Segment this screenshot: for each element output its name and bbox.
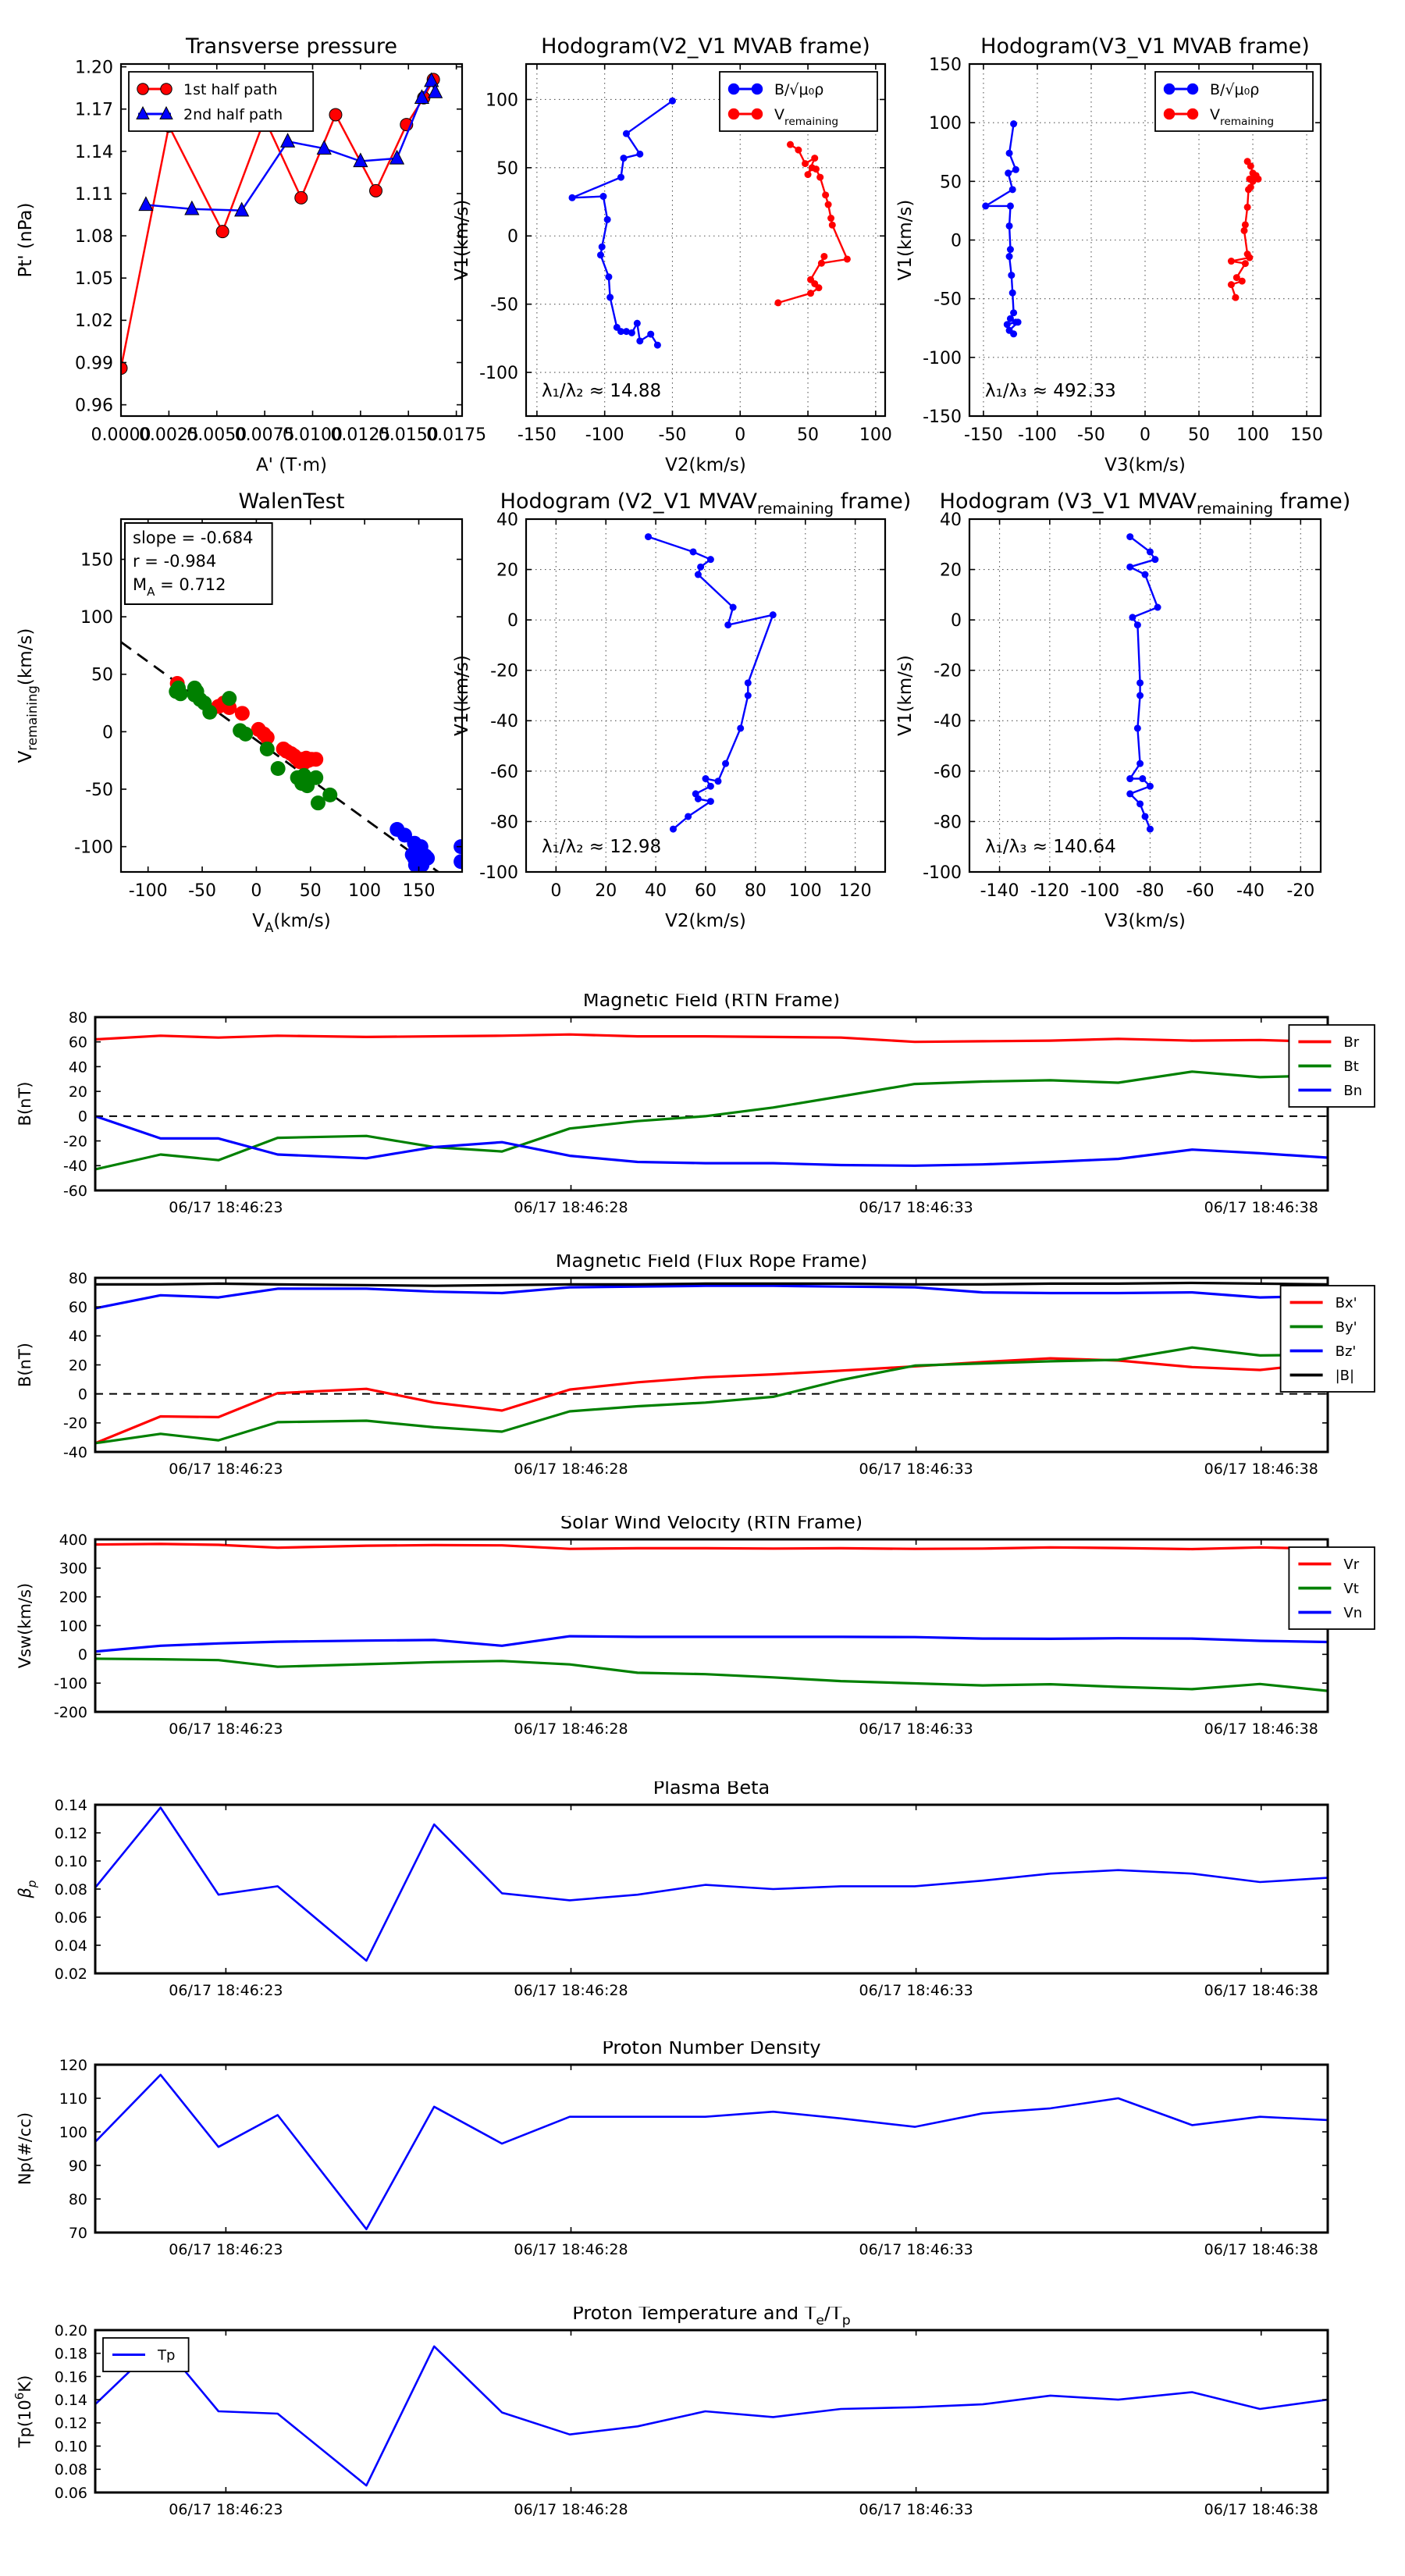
svg-text:50: 50 <box>91 665 113 685</box>
svg-text:06/17 18:46:23: 06/17 18:46:23 <box>169 1461 283 1478</box>
svg-text:0.0125: 0.0125 <box>330 425 391 445</box>
svg-text:r = -0.984: r = -0.984 <box>133 551 217 571</box>
svg-text:06/17 18:46:33: 06/17 18:46:33 <box>859 1199 973 1216</box>
svg-text:MA​ = 0.712: $M_A = 0.712$ <box>133 575 226 599</box>
svg-text:300: 300 <box>59 1560 87 1578</box>
svg-text:-140: -140 <box>980 881 1019 901</box>
svg-text:V1(km/s): V1(km/s) <box>452 199 472 281</box>
svg-text:0.10: 0.10 <box>54 1852 87 1870</box>
svg-text:Bn: Bn <box>1343 1082 1363 1099</box>
svg-text:50: 50 <box>1188 425 1211 445</box>
svg-text:20: 20 <box>496 560 518 581</box>
svg-text:A' (T·m): A' (T·m) <box>255 455 328 475</box>
svg-text:100: 100 <box>859 425 892 445</box>
svg-text:0.02: 0.02 <box>54 1965 87 1983</box>
svg-text:Hodogram(V3_V1 MVAB frame): Hodogram(V3_V1 MVAB frame) <box>980 34 1310 59</box>
svg-text:100: 100 <box>486 91 518 111</box>
svg-text:20: 20 <box>68 1083 87 1101</box>
svg-text:-100: -100 <box>479 863 518 883</box>
svg-text:Vsw(km/s): Vsw(km/s) <box>16 1582 34 1669</box>
svg-text:|B|: |B| <box>1335 1367 1355 1384</box>
svg-text:V1(km/s): V1(km/s) <box>452 655 472 736</box>
svg-text:0.12: 0.12 <box>54 2414 87 2432</box>
svg-text:90: 90 <box>68 2157 87 2175</box>
svg-text:-20: -20 <box>62 1133 87 1151</box>
svg-text:Magnetic Field (RTN Frame): Magnetic Field (RTN Frame) <box>582 994 841 1011</box>
svg-text:-100: -100 <box>53 1675 87 1693</box>
svg-text:0.04: 0.04 <box>54 1937 87 1955</box>
svg-text:100: 100 <box>1236 425 1270 445</box>
svg-text:1.17: 1.17 <box>75 100 113 120</box>
svg-text:-80: -80 <box>1136 881 1165 901</box>
svg-text:06/17 18:46:33: 06/17 18:46:33 <box>859 1461 973 1478</box>
svg-text:100: 100 <box>929 114 962 134</box>
svg-text:-100: -100 <box>923 863 962 883</box>
svg-text:06/17 18:46:23: 06/17 18:46:23 <box>169 2241 283 2258</box>
svg-text:0.18: 0.18 <box>54 2345 87 2363</box>
svg-text:110: 110 <box>59 2090 87 2108</box>
svg-text:Hodogram (V3_V1 MVAVremaining​: Hodogram (V3_V1 $MVAV_{remaining}$ frame) <box>939 489 1351 518</box>
svg-text:0: 0 <box>102 723 113 743</box>
svg-text:-40: -40 <box>62 1158 87 1176</box>
svg-text:06/17 18:46:38: 06/17 18:46:38 <box>1204 2241 1318 2258</box>
svg-text:1.08: 1.08 <box>75 227 113 247</box>
svg-text:80: 80 <box>68 1009 87 1026</box>
svg-text:20: 20 <box>68 1357 87 1375</box>
svg-text:0: 0 <box>951 231 962 251</box>
svg-text:50: 50 <box>797 425 820 445</box>
svg-text:0: 0 <box>251 881 262 901</box>
chart-svg-proton-density <box>13 2041 1402 2272</box>
svg-text:-80: -80 <box>934 813 962 833</box>
chart-svg-hodogram-v2v1-mvav <box>452 484 916 950</box>
chart-transverse-pressure <box>12 8 493 494</box>
chart-svg-walen-test <box>12 484 493 950</box>
svg-text:0.06: 0.06 <box>54 1909 87 1927</box>
svg-text:06/17 18:46:23: 06/17 18:46:23 <box>169 1982 283 1999</box>
svg-text:0.10: 0.10 <box>54 2438 87 2456</box>
svg-text:40: 40 <box>645 881 667 901</box>
svg-text:50: 50 <box>940 173 962 193</box>
svg-text:-120: -120 <box>1030 881 1069 901</box>
svg-text:1.02: 1.02 <box>75 311 113 332</box>
svg-text:100: 100 <box>59 1617 87 1635</box>
chart-svg-mag-fluxrope <box>13 1254 1402 1491</box>
svg-text:V3(km/s): V3(km/s) <box>1104 455 1186 475</box>
svg-text:Hodogram(V2_V1 MVAB frame): Hodogram(V2_V1 MVAB frame) <box>541 34 870 59</box>
svg-text:06/17 18:46:23: 06/17 18:46:23 <box>169 2501 283 2518</box>
svg-text:-100: -100 <box>923 348 962 368</box>
svg-text:80: 80 <box>68 1269 87 1287</box>
chart-svg-mag-rtn <box>13 994 1402 1229</box>
svg-text:1.05: 1.05 <box>75 269 113 290</box>
svg-text:-40: -40 <box>62 1443 87 1461</box>
svg-text:B/√μ₀ρ: B/√μ₀ρ <box>1210 80 1260 98</box>
svg-text:06/17 18:46:33: 06/17 18:46:33 <box>859 2241 973 2258</box>
svg-text:06/17 18:46:38: 06/17 18:46:38 <box>1204 2501 1318 2518</box>
svg-text:Br: Br <box>1343 1034 1360 1051</box>
svg-text:100: 100 <box>80 608 113 628</box>
svg-text:Tp: Tp <box>158 2347 176 2364</box>
svg-text:-150: -150 <box>923 407 962 427</box>
svg-text:0.0175: 0.0175 <box>426 425 487 445</box>
svg-text:06/17 18:46:38: 06/17 18:46:38 <box>1204 1982 1318 1999</box>
svg-text:Bx': Bx' <box>1335 1294 1357 1311</box>
svg-text:100: 100 <box>348 881 382 901</box>
svg-text:Tp(106​K): $Tp(10^6K)$ <box>13 2375 34 2448</box>
chart-plasma-beta <box>13 1781 1402 2012</box>
svg-text:06/17 18:46:33: 06/17 18:46:33 <box>859 1720 973 1738</box>
chart-svg-plasma-beta <box>13 1781 1402 2012</box>
svg-text:-50: -50 <box>1077 425 1105 445</box>
svg-text:1.20: 1.20 <box>75 58 113 78</box>
svg-text:-50: -50 <box>85 780 113 800</box>
svg-text:40: 40 <box>940 510 962 530</box>
svg-text:06/17 18:46:28: 06/17 18:46:28 <box>514 2241 628 2258</box>
svg-text:0: 0 <box>77 1386 87 1404</box>
svg-text:slope = -0.684: slope = -0.684 <box>133 528 254 547</box>
svg-text:Bt: Bt <box>1343 1058 1359 1075</box>
svg-text:-100: -100 <box>585 425 624 445</box>
chart-svg-hodogram-v3v1-mvab <box>895 8 1352 494</box>
svg-text:150: 150 <box>402 881 436 901</box>
chart-hodogram-v3v1-mvab <box>895 8 1352 494</box>
svg-text:-20: -20 <box>1286 881 1315 901</box>
svg-text:200: 200 <box>59 1589 87 1606</box>
svg-text:V1(km/s): V1(km/s) <box>895 655 916 736</box>
chart-svg-solar-wind <box>13 1516 1402 1751</box>
svg-text:-200: -200 <box>53 1703 87 1721</box>
svg-text:40: 40 <box>68 1059 87 1076</box>
svg-text:06/17 18:46:28: 06/17 18:46:28 <box>514 1720 628 1738</box>
svg-text:1st half path: 1st half path <box>183 80 278 98</box>
svg-text:1.14: 1.14 <box>75 142 113 162</box>
svg-text:Magnetic Field (Flux Rope Fram: Magnetic Field (Flux Rope Frame) <box>555 1254 868 1272</box>
svg-text:60: 60 <box>695 881 717 901</box>
svg-text:06/17 18:46:23: 06/17 18:46:23 <box>169 1199 283 1216</box>
chart-walen-test <box>12 484 493 950</box>
svg-text:-60: -60 <box>934 762 962 782</box>
svg-text:-40: -40 <box>1236 881 1264 901</box>
chart-proton-temperature <box>13 2307 1402 2532</box>
chart-solar-wind-velocity <box>13 1516 1402 1751</box>
chart-magnetic-field-fluxrope <box>13 1254 1402 1491</box>
chart-proton-number-density <box>13 2041 1402 2272</box>
svg-text:Solar Wind Velocity (RTN Frame: Solar Wind Velocity (RTN Frame) <box>560 1516 863 1533</box>
svg-text:-100: -100 <box>128 881 168 901</box>
svg-text:Pt' (nPa): Pt' (nPa) <box>16 202 36 278</box>
svg-text:40: 40 <box>496 510 518 530</box>
chart-hodogram-v2v1-mvab <box>452 8 916 494</box>
svg-text:0.14: 0.14 <box>54 1796 87 1814</box>
svg-text:0.96: 0.96 <box>75 396 113 416</box>
svg-text:Proton Temperature and Te​/Tp​: Proton Temperature and $T_e/T_p$ <box>572 2307 851 2329</box>
svg-text:2nd half path: 2nd half path <box>183 105 283 123</box>
svg-text:-40: -40 <box>490 712 518 732</box>
svg-text:V2(km/s): V2(km/s) <box>665 911 746 931</box>
svg-text:By': By' <box>1335 1318 1357 1336</box>
svg-text:βp​: $\beta_p$ <box>16 1880 39 1898</box>
chart-hodogram-v2v1-mvav <box>452 484 916 950</box>
svg-text:-40: -40 <box>934 712 962 732</box>
svg-text:0.0000: 0.0000 <box>91 425 151 445</box>
svg-text:0.08: 0.08 <box>54 2461 87 2479</box>
svg-text:-100: -100 <box>479 363 518 383</box>
svg-text:20: 20 <box>595 881 617 901</box>
svg-text:06/17 18:46:28: 06/17 18:46:28 <box>514 1461 628 1478</box>
svg-text:Vr: Vr <box>1343 1556 1360 1573</box>
svg-text:150: 150 <box>80 550 113 571</box>
svg-text:-150: -150 <box>517 425 557 445</box>
svg-text:0: 0 <box>507 611 518 632</box>
svg-text:1.11: 1.11 <box>75 184 113 205</box>
svg-text:0.06: 0.06 <box>54 2484 87 2502</box>
chart-svg-hodogram-v2v1-mvab <box>452 8 916 494</box>
svg-text:λ₁/λ₃ ≈ 140.64: λ₁/λ₃ ≈ 140.64 <box>985 837 1116 857</box>
svg-text:Transverse pressure: Transverse pressure <box>186 34 397 59</box>
svg-text:-50: -50 <box>188 881 217 901</box>
svg-text:06/17 18:46:33: 06/17 18:46:33 <box>859 1982 973 1999</box>
svg-text:-20: -20 <box>490 661 518 681</box>
svg-text:80: 80 <box>744 881 767 901</box>
svg-text:B/√μ₀ρ: B/√μ₀ρ <box>774 80 824 98</box>
svg-text:0: 0 <box>951 611 962 632</box>
svg-text:-100: -100 <box>1017 425 1057 445</box>
svg-text:-60: -60 <box>62 1182 87 1200</box>
svg-text:06/17 18:46:28: 06/17 18:46:28 <box>514 2501 628 2518</box>
svg-text:150: 150 <box>929 55 962 75</box>
svg-text:50: 50 <box>496 158 518 179</box>
svg-text:100: 100 <box>59 2123 87 2141</box>
svg-text:-50: -50 <box>934 290 962 310</box>
svg-text:120: 120 <box>838 881 872 901</box>
svg-text:-20: -20 <box>62 1414 87 1432</box>
svg-text:0.0100: 0.0100 <box>283 425 343 445</box>
svg-text:Vremaining​: $V_{remaining}$ <box>1210 105 1275 128</box>
svg-text:Hodogram (V2_V1 MVAVremaining​: Hodogram (V2_V1 $MVAV_{remaining}$ frame) <box>500 489 912 518</box>
svg-text:06/17 18:46:38: 06/17 18:46:38 <box>1204 1720 1318 1738</box>
svg-text:06/17 18:46:38: 06/17 18:46:38 <box>1204 1199 1318 1216</box>
chart-svg-proton-temp <box>13 2307 1402 2532</box>
svg-text:100: 100 <box>788 881 822 901</box>
svg-text:0: 0 <box>550 881 562 901</box>
svg-text:0: 0 <box>1140 425 1151 445</box>
svg-text:06/17 18:46:38: 06/17 18:46:38 <box>1204 1461 1318 1478</box>
svg-text:80: 80 <box>68 2190 87 2208</box>
svg-text:-150: -150 <box>963 425 1003 445</box>
svg-text:B(nT): B(nT) <box>16 1081 34 1126</box>
svg-text:0.0075: 0.0075 <box>234 425 295 445</box>
svg-text:V1(km/s): V1(km/s) <box>895 199 916 281</box>
svg-text:60: 60 <box>68 1299 87 1317</box>
svg-text:0.20: 0.20 <box>54 2322 87 2339</box>
svg-text:VA​(km/s): $V_A(km/s)$ <box>252 911 331 935</box>
svg-text:06/17 18:46:28: 06/17 18:46:28 <box>514 1982 628 1999</box>
svg-text:-50: -50 <box>490 295 518 315</box>
chart-hodogram-v3v1-mvav <box>895 484 1352 950</box>
svg-text:0.12: 0.12 <box>54 1824 87 1842</box>
svg-text:λ₁/λ₃ ≈ 492.33: λ₁/λ₃ ≈ 492.33 <box>985 381 1116 401</box>
svg-text:λ₁/λ₂ ≈ 14.88: λ₁/λ₂ ≈ 14.88 <box>542 381 662 401</box>
svg-text:0: 0 <box>507 227 518 247</box>
svg-text:-60: -60 <box>490 762 518 782</box>
svg-text:20: 20 <box>940 560 962 581</box>
svg-text:150: 150 <box>1290 425 1324 445</box>
svg-text:06/17 18:46:23: 06/17 18:46:23 <box>169 1720 283 1738</box>
chart-magnetic-field-rtn <box>13 994 1402 1229</box>
svg-text:-80: -80 <box>490 813 518 833</box>
svg-text:0: 0 <box>77 1108 87 1126</box>
svg-text:120: 120 <box>59 2056 87 2074</box>
svg-text:0: 0 <box>735 425 746 445</box>
svg-text:V2(km/s): V2(km/s) <box>665 455 746 475</box>
svg-text:0.0025: 0.0025 <box>138 425 199 445</box>
svg-text:0.0150: 0.0150 <box>378 425 439 445</box>
svg-text:400: 400 <box>59 1531 87 1549</box>
svg-text:0: 0 <box>77 1646 87 1664</box>
svg-text:Bz': Bz' <box>1335 1343 1357 1360</box>
svg-text:70: 70 <box>68 2224 87 2242</box>
svg-text:60: 60 <box>68 1034 87 1051</box>
svg-text:Vt: Vt <box>1343 1580 1359 1597</box>
chart-svg-hodogram-v3v1-mvav <box>895 484 1352 950</box>
svg-text:Proton Number Density: Proton Number Density <box>602 2041 821 2058</box>
svg-text:-60: -60 <box>1186 881 1215 901</box>
svg-text:0.16: 0.16 <box>54 2368 87 2386</box>
svg-text:Vremaining​: $V_{remaining}$ <box>774 105 839 128</box>
svg-text:40: 40 <box>68 1328 87 1346</box>
svg-text:-100: -100 <box>1080 881 1120 901</box>
svg-text:B(nT): B(nT) <box>16 1343 34 1387</box>
svg-text:-100: -100 <box>74 838 113 858</box>
svg-text:Vremaining​(km/s): $V_{remaining}(km/s)$ <box>16 628 40 763</box>
svg-text:-50: -50 <box>658 425 687 445</box>
svg-text:0.99: 0.99 <box>75 354 113 374</box>
chart-svg-transverse-pressure <box>12 8 493 494</box>
svg-text:Vn: Vn <box>1343 1604 1363 1621</box>
svg-text:Np(#/cc): Np(#/cc) <box>16 2112 34 2186</box>
svg-text:06/17 18:46:33: 06/17 18:46:33 <box>859 2501 973 2518</box>
svg-text:Plasma Beta: Plasma Beta <box>653 1781 770 1799</box>
svg-text:0.08: 0.08 <box>54 1880 87 1898</box>
svg-text:-20: -20 <box>934 661 962 681</box>
svg-text:0.14: 0.14 <box>54 2391 87 2409</box>
svg-text:λ₁/λ₂ ≈ 12.98: λ₁/λ₂ ≈ 12.98 <box>542 837 662 857</box>
svg-text:WalenTest: WalenTest <box>238 489 345 514</box>
svg-text:V3(km/s): V3(km/s) <box>1104 911 1186 931</box>
svg-text:06/17 18:46:28: 06/17 18:46:28 <box>514 1199 628 1216</box>
svg-text:50: 50 <box>299 881 322 901</box>
svg-text:0.0050: 0.0050 <box>187 425 247 445</box>
